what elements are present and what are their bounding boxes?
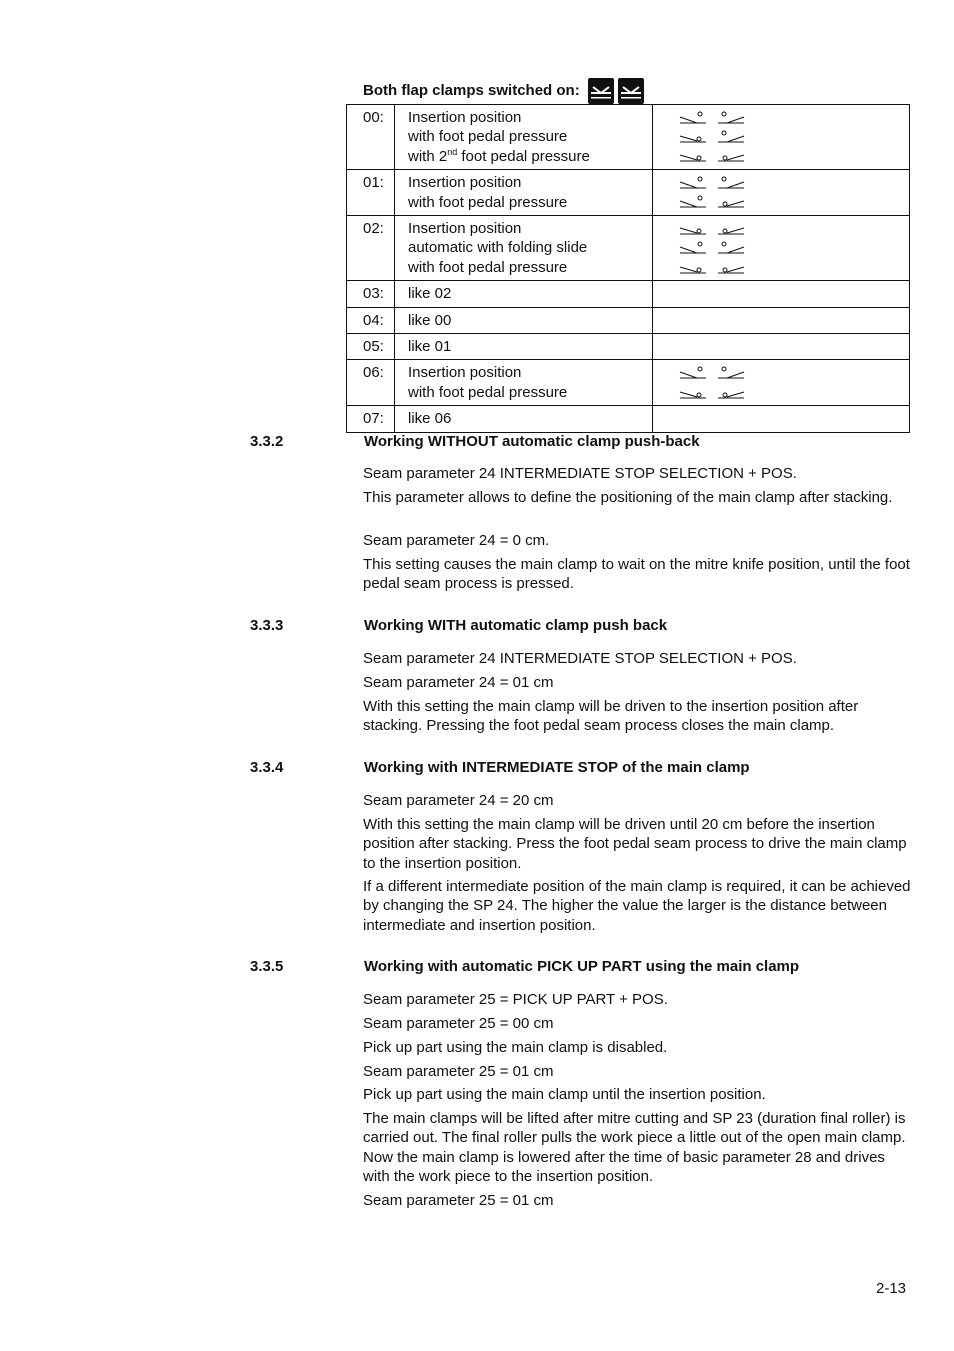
paragraph: Pick up part using the main clamp until the insertion position. [363, 1086, 766, 1103]
section-number: 3.3.3 [250, 617, 284, 634]
paragraph: This parameter allows to define the positioning of the main clamp after stacking. [363, 489, 893, 506]
clamp-closed-icon [717, 195, 745, 209]
table-row [347, 170, 910, 216]
row-code: 03: [347, 281, 395, 307]
paragraph: Seam parameter 24 INTERMEDIATE STOP SELECTION + POS. [363, 650, 797, 667]
clamp-open-icon [717, 366, 745, 380]
section-number: 3.3.2 [250, 433, 284, 450]
clamp-open-icon [717, 111, 745, 125]
paragraph: Seam parameter 25 = PICK UP PART + POS. [363, 991, 668, 1008]
row-symbols [653, 216, 910, 281]
row-description [395, 360, 653, 406]
table-title-text: Both flap clamps switched on: [363, 81, 580, 99]
clamp-closed-icon [679, 261, 707, 275]
row-symbols [653, 105, 910, 170]
desc-line: with foot pedal pressure [408, 258, 568, 276]
section-number: 3.3.4 [250, 759, 284, 776]
flap-clamp-on-icon [618, 78, 644, 104]
desc-line: Insertion position [408, 174, 522, 192]
section-title: Working with INTERMEDIATE STOP of the main clamp [364, 759, 750, 776]
row-description: like 02 [395, 281, 653, 307]
row-code: 05: [347, 334, 395, 360]
table-row [347, 216, 910, 281]
paragraph: Seam parameter 24 INTERMEDIATE STOP SELECTION + POS. [363, 465, 797, 482]
desc-line: automatic with folding slide [408, 239, 588, 257]
row-code: 02: [347, 216, 395, 281]
clamp-closed-icon [717, 261, 745, 275]
clamp-open-icon [679, 111, 707, 125]
table-row [347, 406, 910, 432]
row-symbols [653, 307, 910, 333]
desc-line: with foot pedal pressure [408, 193, 568, 211]
row-description: like 01 [395, 334, 653, 360]
table-title [363, 78, 644, 104]
row-symbols [653, 360, 910, 406]
parameter-table [346, 104, 910, 433]
paragraph: Seam parameter 24 = 0 cm. [363, 532, 550, 549]
section-title: Working WITH automatic clamp push back [364, 617, 668, 634]
paragraph: Seam parameter 24 = 20 cm [363, 792, 554, 809]
paragraph: Seam parameter 25 = 01 cm [363, 1192, 554, 1209]
clamp-closed-icon [679, 222, 707, 236]
row-symbols [653, 170, 910, 216]
section-number: 3.3.5 [250, 958, 284, 975]
clamp-closed-icon [679, 386, 707, 400]
row-description: like 06 [395, 406, 653, 432]
paragraph: Pick up part using the main clamp is disabled. [363, 1039, 668, 1056]
paragraph: With this setting the main clamp will be driven to the insertion position after stacking. Pressing the foot pedal seam process closes the main clamp. [363, 698, 859, 735]
desc-line: with 2nd foot pedal pressure [408, 146, 590, 165]
clamp-open-icon [717, 241, 745, 255]
clamp-open-icon [717, 130, 745, 144]
desc-line: with foot pedal pressure [408, 383, 568, 401]
clamp-closed-icon [679, 130, 707, 144]
clamp-open-icon [717, 176, 745, 190]
table-row [347, 307, 910, 333]
page-number: 2-13 [876, 1280, 907, 1297]
section-title: Working WITHOUT automatic clamp push-back [364, 433, 700, 450]
clamp-closed-icon [717, 222, 745, 236]
row-symbols [653, 406, 910, 432]
row-code: 01: [347, 170, 395, 216]
row-description [395, 105, 653, 170]
paragraph: Seam parameter 24 = 01 cm [363, 674, 554, 691]
table-row [347, 105, 910, 170]
clamp-closed-icon [717, 386, 745, 400]
row-code: 04: [347, 307, 395, 333]
row-code: 06: [347, 360, 395, 406]
row-symbols [653, 281, 910, 307]
desc-line: Insertion position [408, 364, 522, 382]
table-row [347, 360, 910, 406]
desc-line: Insertion position [408, 109, 522, 126]
desc-line: with foot pedal pressure [408, 128, 568, 146]
section-title: Working with automatic PICK UP PART using the main clamp [364, 958, 800, 975]
clamp-closed-icon [717, 149, 745, 163]
row-description: like 00 [395, 307, 653, 333]
desc-line: Insertion position [408, 220, 522, 238]
row-description [395, 216, 653, 281]
table-row [347, 334, 910, 360]
clamp-open-icon [679, 176, 707, 190]
clamp-open-icon [679, 241, 707, 255]
clamp-open-icon [679, 195, 707, 209]
paragraph: The main clamps will be lifted after mitre cutting and SP 23 (duration final roller) is carried out. The final roller pulls the work piece a little out of the open main clamp. Now the main clamp is lowered after the time of basic parameter 28 and drives with the work piece to the insertion position. [363, 1110, 906, 1186]
row-code: 00: [347, 105, 395, 170]
flap-clamp-on-icon [588, 78, 614, 104]
row-description [395, 170, 653, 216]
paragraph: With this setting the main clamp will be driven until 20 cm before the insertion position after stacking. Press the foot pedal seam process to drive the main clamp to the insertion position. [363, 816, 907, 872]
table-row [347, 281, 910, 307]
paragraph: Seam parameter 25 = 01 cm [363, 1063, 554, 1080]
clamp-closed-icon [679, 149, 707, 163]
paragraph: If a different intermediate position of the main clamp is required, it can be achieved by changing the SP 24. The higher the value the larger is the distance between intermediate and insertion position. [363, 878, 911, 934]
paragraph: This setting causes the main clamp to wait on the mitre knife position, until the foot pedal seam process is pressed. [363, 556, 910, 593]
row-symbols [653, 334, 910, 360]
clamp-open-icon [679, 366, 707, 380]
row-code: 07: [347, 406, 395, 432]
paragraph: Seam parameter 25 = 00 cm [363, 1015, 554, 1032]
